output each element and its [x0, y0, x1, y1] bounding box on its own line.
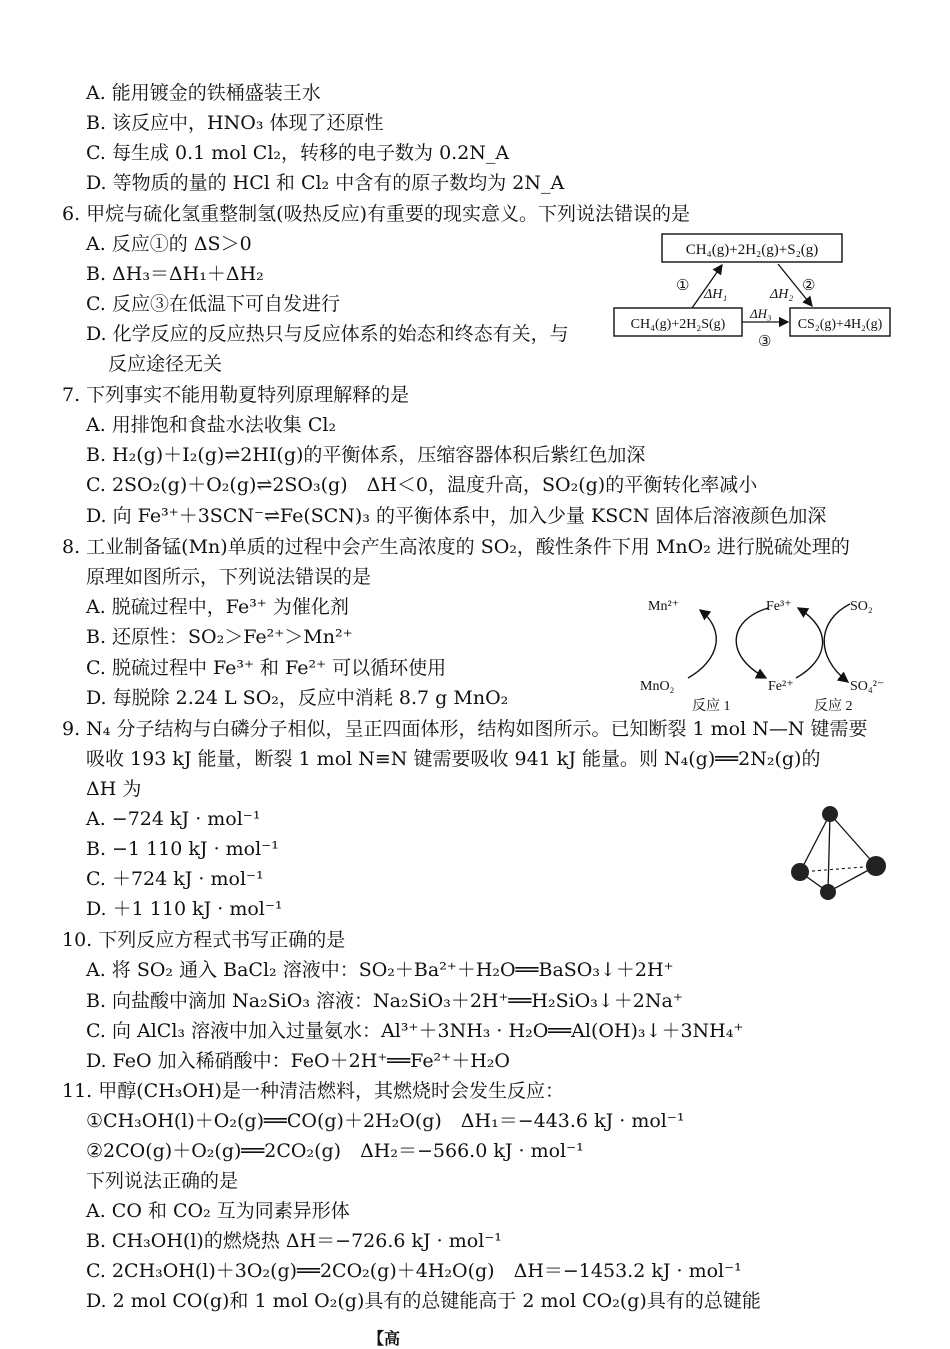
q6-top-box-label: CH₄(g)+2H₂(g)+S₂(g): [685, 242, 819, 258]
q8-stem-line2: 原理如图所示，下列说法错误的是: [86, 566, 372, 588]
q9-option-b: B. −1 110 kJ · mol⁻¹: [86, 838, 279, 860]
q7-option-a: A. 用排饱和食盐水法收集 Cl₂: [86, 414, 337, 436]
q6-dh1: ΔH₁: [704, 287, 728, 302]
q8-option-d: D. 每脱除 2.24 L SO₂，反应中消耗 8.7 g MnO₂: [86, 687, 509, 709]
q7-stem: 7. 下列事实不能用勒夏特列原理解释的是: [62, 384, 410, 406]
n4-atom-bottom: [820, 884, 836, 900]
q11-option-c: C. 2CH₃OH(l)＋3O₂(g)══2CO₂(g)＋4H₂O(g) ΔH＝−1453.2 kJ · mol⁻¹: [86, 1260, 742, 1282]
q8-label-fe3: Fe³⁺: [766, 599, 792, 614]
q7-option-b: B. H₂(g)＋I₂(g)⇌2HI(g)的平衡体系，压缩容器体积后紫红色加深: [86, 444, 646, 466]
q6-label-3: ③: [758, 334, 772, 350]
q5-option-b: B. 该反应中，HNO₃ 体现了还原性: [86, 112, 384, 134]
q9-option-a: A. −724 kJ · mol⁻¹: [86, 808, 261, 830]
q6-option-d: D. 化学反应的反应热只与反应体系的始态和终态有关，与: [86, 323, 569, 345]
n4-atom-right: [866, 856, 886, 876]
q11-equation-1: ①CH₃OH(l)＋O₂(g)══CO(g)＋2H₂O(g) ΔH₁＝−443.6 kJ · mol⁻¹: [86, 1110, 685, 1132]
q9-stem-line3: ΔH 为: [86, 778, 142, 800]
q11-option-b: B. CH₃OH(l)的燃烧热 ΔH＝−726.6 kJ · mol⁻¹: [86, 1230, 502, 1252]
q6-left-box-label: CH₄(g)+2H₂S(g): [630, 317, 726, 332]
q6-right-box-label: CS₂(g)+4H₂(g): [797, 317, 883, 332]
q6-option-d-cont: 反应途径无关: [108, 353, 223, 375]
n4-atom-left: [791, 863, 809, 881]
q11-prompt: 下列说法正确的是: [86, 1170, 239, 1192]
q8-reaction-1: 反应 1: [692, 699, 731, 714]
q10-option-d: D. FeO 加入稀硝酸中：FeO＋2H⁺══Fe²⁺＋H₂O: [86, 1050, 510, 1072]
q8-label-fe2: Fe²⁺: [768, 679, 794, 694]
q8-option-c: C. 脱硫过程中 Fe³⁺ 和 Fe²⁺ 可以循环使用: [86, 657, 447, 679]
q8-arc-fe3-to-fe2: [736, 608, 768, 678]
q6-option-b: B. ΔH₃＝ΔH₁＋ΔH₂: [86, 263, 264, 285]
n4-atom-top: [822, 806, 838, 822]
q6-option-a: A. 反应①的 ΔS＞0: [86, 233, 252, 255]
q8-label-so2: SO₂: [850, 599, 873, 614]
q6-stem: 6. 甲烷与硫化氢重整制氢(吸热反应)有重要的现实意义。下列说法错误的是: [62, 203, 690, 225]
q8-reaction-2: 反应 2: [814, 699, 853, 714]
q6-label-2: ②: [802, 278, 816, 294]
q8-label-mn2: Mn²⁺: [648, 599, 680, 614]
q6-option-c: C. 反应③在低温下可自发进行: [86, 293, 340, 315]
q10-option-a: A. 将 SO₂ 通入 BaCl₂ 溶液中：SO₂＋Ba²⁺＋H₂O══BaSO₃↓＋2H⁺: [86, 959, 674, 981]
q8-stem-line1: 8. 工业制备锰(Mn)单质的过程中会产生高浓度的 SO₂，酸性条件下用 MnO₂ 进行脱硫处理的: [62, 536, 850, 558]
q7-option-d: D. 向 Fe³⁺＋3SCN⁻⇌Fe(SCN)₃ 的平衡体系中，加入少量 KSCN 固体后溶液颜色加深: [86, 505, 827, 527]
q9-option-c: C. ＋724 kJ · mol⁻¹: [86, 868, 264, 890]
q8-option-b: B. 还原性：SO₂＞Fe²⁺＞Mn²⁺: [86, 626, 353, 648]
q8-arc-fe2-to-fe3: [796, 608, 823, 678]
n4-tetrahedron-diagram: [784, 800, 896, 910]
q8-label-mno2: MnO₂: [640, 679, 675, 694]
q8-desulfurization-cycle-diagram: [628, 590, 898, 716]
q8-arc-mno2-to-mn2: [688, 610, 716, 678]
q7-option-c: C. 2SO₂(g)＋O₂(g)⇌2SO₃(g) ΔH＜0，温度升高，SO₂(g)的平衡转化率减小: [86, 474, 758, 496]
q8-label-so4: SO₄²⁻: [850, 679, 885, 694]
q11-equation-2: ②2CO(g)＋O₂(g)══2CO₂(g) ΔH₂＝−566.0 kJ · mol⁻¹: [86, 1140, 584, 1162]
q9-option-d: D. ＋1 110 kJ · mol⁻¹: [86, 898, 283, 920]
q6-dh3: ΔH₃: [750, 306, 772, 321]
q10-option-c: C. 向 AlCl₃ 溶液中加入过量氨水：Al³⁺＋3NH₃ · H₂O══Al(OH)₃↓＋3NH₄⁺: [86, 1020, 744, 1042]
q6-label-1: ①: [676, 278, 690, 294]
footer-mark: 【高: [368, 1329, 401, 1348]
q10-stem: 10. 下列反应方程式书写正确的是: [62, 929, 346, 951]
q5-option-c: C. 每生成 0.1 mol Cl₂，转移的电子数为 0.2N_A: [86, 142, 510, 164]
q11-option-d: D. 2 mol CO(g)和 1 mol O₂(g)具有的总键能高于 2 mol CO₂(g)具有的总键能: [86, 1290, 761, 1312]
q5-option-a: A. 能用镀金的铁桶盛装王水: [86, 82, 321, 104]
q8-option-a: A. 脱硫过程中，Fe³⁺ 为催化剂: [86, 596, 349, 618]
q6-enthalpy-cycle-diagram: [610, 228, 895, 350]
q9-stem-line1: 9. N₄ 分子结构与白磷分子相似，呈正四面体形，结构如图所示。已知断裂 1 mol N—N 键需要: [62, 718, 868, 740]
q8-arc-so2-to-so4: [824, 604, 850, 682]
q10-option-b: B. 向盐酸中滴加 Na₂SiO₃ 溶液：Na₂SiO₃＋2H⁺══H₂SiO₃↓＋2Na⁺: [86, 990, 683, 1012]
q11-stem: 11. 甲醇(CH₃OH)是一种清洁燃料，其燃烧时会发生反应：: [62, 1080, 564, 1102]
q11-option-a: A. CO 和 CO₂ 互为同素异形体: [86, 1200, 350, 1222]
q5-option-d: D. 等物质的量的 HCl 和 Cl₂ 中含有的原子数均为 2N_A: [86, 172, 565, 194]
q9-stem-line2: 吸收 193 kJ 能量，断裂 1 mol N≡N 键需要吸收 941 kJ 能量。则 N₄(g)══2N₂(g)的: [86, 748, 821, 770]
q6-dh2: ΔH₂: [770, 287, 794, 302]
